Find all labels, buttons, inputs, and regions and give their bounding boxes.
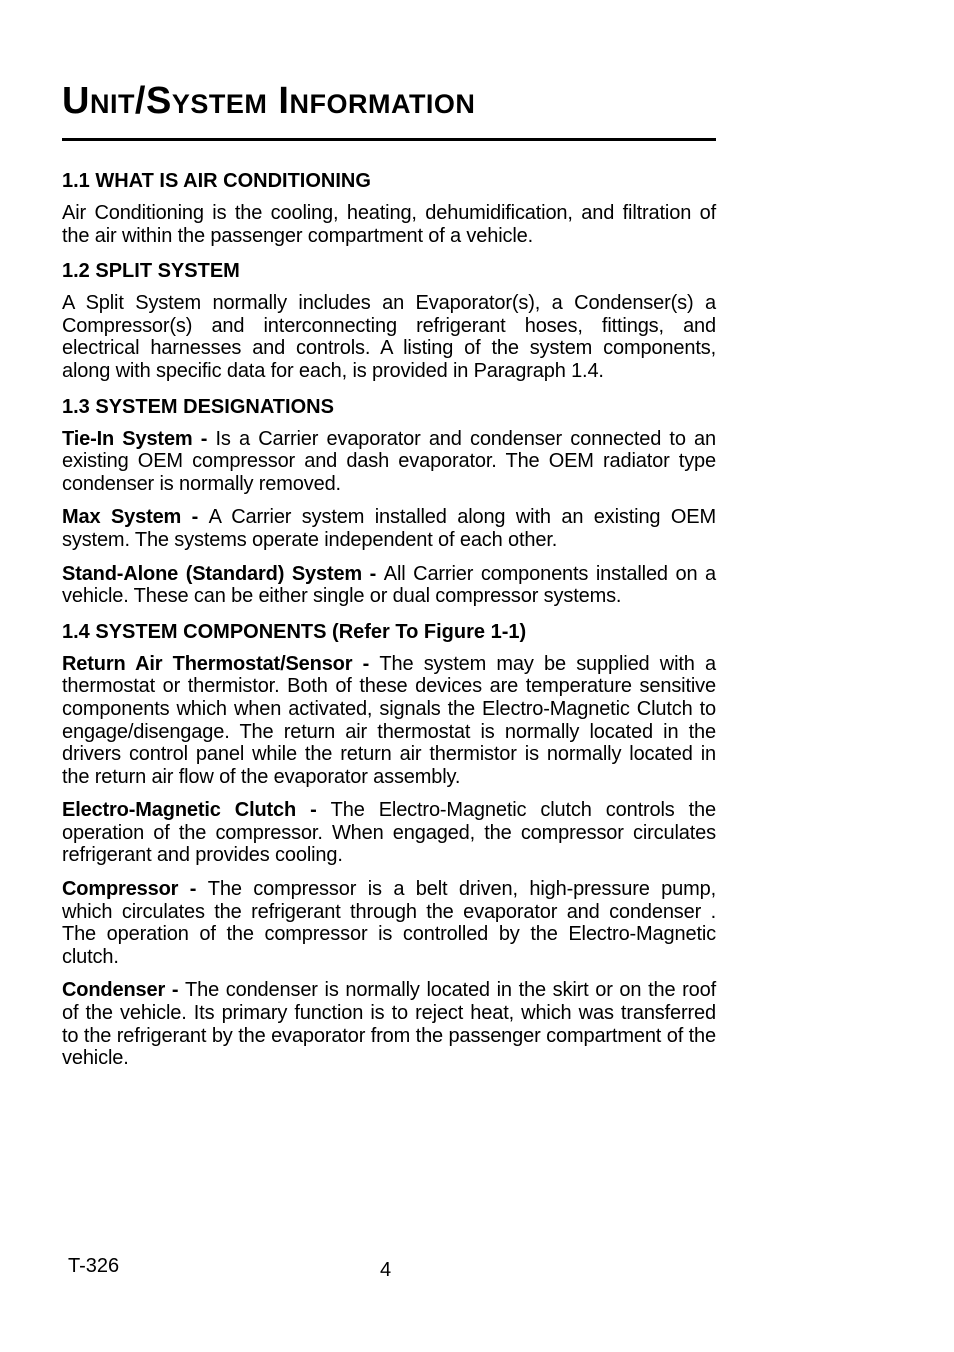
section-heading: 1.4 SYSTEM COMPONENTS (Refer To Figure 1-1) [62, 620, 527, 643]
term: Max System - [62, 506, 209, 529]
term: Return Air Thermostat/Sensor - [62, 652, 380, 675]
definition-compressor [62, 878, 716, 968]
definition-text: Is a Carrier evaporator and condenser connected to an existing OEM compressor and dash evaporator. The OEM radiator type condenser is normally removed. [62, 427, 716, 495]
page-title: Unit/System Information [62, 80, 476, 122]
definition-clutch [62, 799, 716, 867]
section-heading: 1.2 SPLIT SYSTEM [62, 260, 240, 283]
definition-text: The condenser is normally located in the skirt or on the roof of the vehicle. Its primary function is to reject heat, which was transferred to the refrigerant by the evaporator from the passenger compartment of the vehicle. [62, 979, 717, 1070]
document-number: T-326 [68, 1255, 120, 1277]
definition-text: All Carrier components installed on a vehicle. These can be either single or dual compressor systems. [62, 562, 717, 608]
term: Condenser - [62, 979, 186, 1002]
definition-stand-alone [62, 563, 716, 608]
definition-text: A Carrier system installed along with an existing OEM system. The systems operate independent of each other. [62, 506, 716, 551]
definition-tie-in [62, 428, 716, 496]
term: Tie-In System - [62, 427, 216, 450]
definition-text: The compressor is a belt driven, high-pressure pump, which circulates the refrigerant through the evaporator and condenser . The operation of the compressor is controlled by the Electro-Magnetic clutch. [62, 878, 717, 968]
title-rule [62, 138, 716, 141]
definition-max [62, 506, 716, 551]
section-system-designations [62, 394, 716, 608]
paragraph: A Split System normally includes an Evaporator(s), a Condenser(s) a Compressor(s) and interconnecting refrigerant hoses, fittings, and electrical harnesses and controls. A listing of the system components, along with specific data for each, is provided in Paragraph 1.4. [62, 292, 716, 382]
section-split-system [62, 258, 716, 382]
definition-text: The system may be supplied with a thermostat or thermistor. Both of these devices are temperature sensitive components which when activated, signals the Electro-Magnetic Clutch to engage/disengage. The return air thermostat is normally located in the drivers control panel while the return air thermistor is normally located in the return air flow of the evaporator assembly. [62, 652, 716, 788]
section-system-components [62, 619, 716, 1070]
definition-thermostat [62, 653, 716, 789]
section-what-is-ac [62, 168, 716, 247]
term: Compressor - [62, 878, 208, 901]
section-heading: 1.3 SYSTEM DESIGNATIONS [62, 395, 334, 418]
definition-condenser [62, 979, 716, 1069]
paragraph: Air Conditioning is the cooling, heating, dehumidification, and filtration of the air within the passenger compartment of a vehicle. [62, 202, 716, 247]
term: Electro-Magnetic Clutch - [62, 799, 331, 822]
page-number: 4 [380, 1259, 392, 1281]
term: Stand-Alone (Standard) System - [62, 562, 384, 585]
page-content [62, 168, 716, 1081]
definition-text: The Electro-Magnetic clutch controls the operation of the compressor. When engaged, the compressor circulates refrigerant and provides cooling. [62, 799, 716, 867]
section-heading: 1.1 WHAT IS AIR CONDITIONING [62, 170, 371, 192]
